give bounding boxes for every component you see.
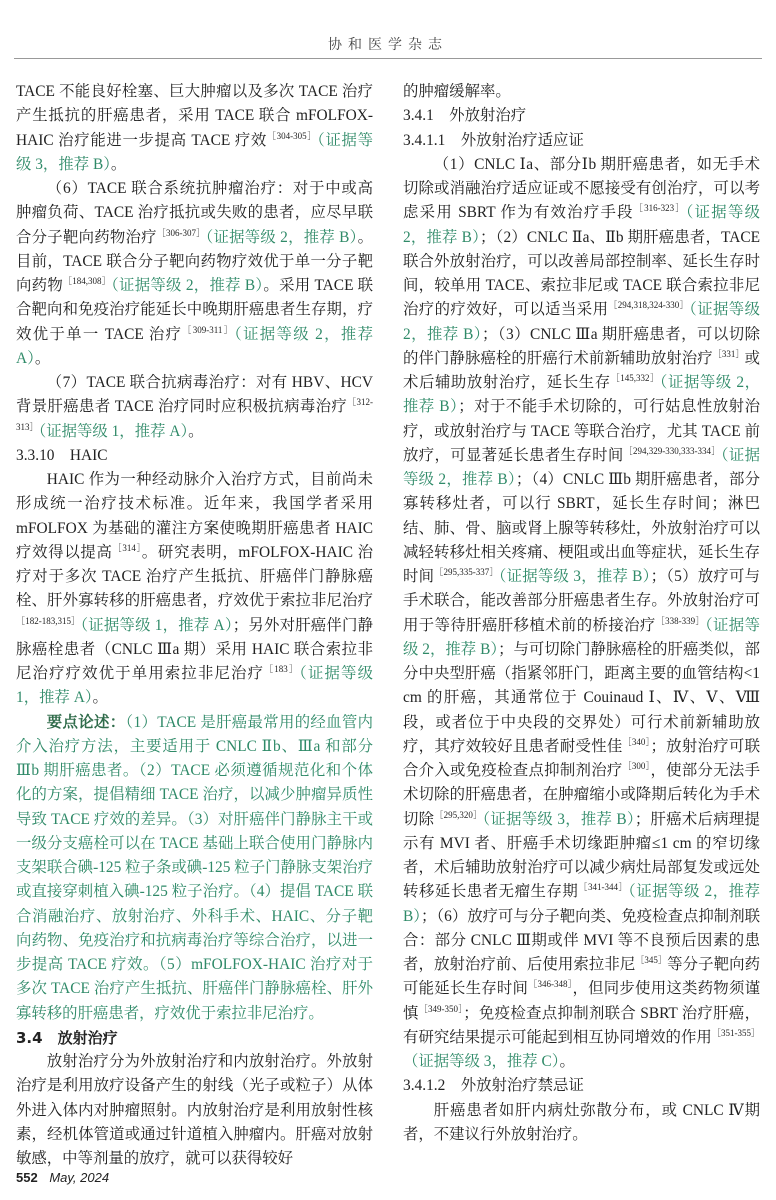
- paragraph: [16, 371, 373, 444]
- text-run: 。目前，TACE 联合分子靶向药物疗效优于单一分子靶向药物: [16, 228, 373, 294]
- text-run: 肝癌患者如肝内病灶弥散分布，或 CNLC Ⅳ期者，不建议行外放射治疗。: [403, 1101, 760, 1143]
- evidence-level-note: （证据等级 3，推荐 B）: [16, 131, 373, 173]
- evidence-level-note: （证据等级 3，推荐 B）: [498, 568, 651, 585]
- header-rule: [14, 58, 762, 59]
- text-run: ；肝癌术后病理提示有 MVI 者、肝癌手术切缘距肿瘤≤1 cm 的窄切缘者，术后辅助放射治疗可以减少病灶局部复发或远处转移延长患者无瘤生存期: [403, 810, 760, 901]
- text-run: 。: [559, 1053, 575, 1070]
- citation-superscript: ［294,318,324-330］: [608, 300, 690, 311]
- text-run: 等分子靶向药可能延长生存时间: [403, 956, 760, 998]
- citation-superscript: ［345］: [635, 955, 668, 965]
- text-run: 3.4.1.1 外放射治疗适应证: [403, 131, 584, 149]
- citation-superscript: ［184,308］: [63, 276, 112, 286]
- page-number: 552: [16, 1170, 38, 1185]
- text-run: （1）CNLC Ⅰa、部分Ⅰb 期肝癌患者，如无手术切除或消融治疗适应证或不愿接受有创治疗，可以考虑采用 SBRT 作为有效治疗手段: [403, 155, 760, 222]
- paragraph: [16, 177, 373, 371]
- text-run: ；（5）放疗可与手术联合，能改善部分肝癌患者生存。外放射治疗可用于等待肝癌肝移植术前的桥接治疗: [403, 568, 760, 634]
- evidence-level-note: （证据等级 2，推荐 B）: [403, 446, 760, 488]
- running-header-journal-title: 协和医学杂志: [328, 38, 448, 53]
- citation-superscript: ［145,332］: [610, 373, 660, 383]
- text-run: 。: [110, 155, 127, 173]
- citation-superscript: ［341-344］: [578, 882, 629, 893]
- section-heading: [16, 1026, 373, 1050]
- text-run: 3.4.1.2 外放射治疗禁忌证: [403, 1077, 584, 1095]
- paragraph: [16, 1050, 373, 1171]
- text-run: ；（4）CNLC Ⅲb 期肝癌患者，部分寡转移灶者，可以行 SBRT，延长生存时间；淋巴结、肺、骨、脑或肾上腺等转移灶，外放射治疗可以减轻转移灶相关疼痛、梗阻或出血等症状，延长生存时间: [403, 471, 760, 585]
- section-heading: [403, 104, 760, 128]
- text-run: ；（6）放疗可与分子靶向类、免疫检查点抑制剂联合：部分 CNLC Ⅲ期或伴 MVI 等不良预后因素的患者，放射治疗前、后使用索拉非尼: [403, 907, 760, 973]
- right-column: [403, 80, 760, 1147]
- citation-superscript: ［340］: [622, 736, 651, 747]
- evidence-level-note: （证据等级 1，推荐 A）: [16, 665, 373, 707]
- paragraph: [16, 468, 373, 711]
- citation-superscript: ［300］: [622, 761, 651, 771]
- evidence-level-note: （证据等级 2，推荐 B）: [403, 374, 760, 416]
- text-run: HAIC 作为一种经动脉介入治疗方式，目前尚未形成统一治疗技术标准。近年来，我国学者采用 mFOLFOX 为基础的灌注方案使晚期肝癌患者 HAIC 疗效得以提高: [16, 471, 373, 561]
- section-heading: [16, 444, 373, 468]
- citation-superscript: ［304-305］: [266, 130, 318, 141]
- evidence-level-note: （证据等级 2，推荐 B）: [403, 204, 761, 246]
- evidence-level-note: （证据等级 2，推荐 A）: [16, 325, 374, 367]
- text-run: 。: [188, 422, 204, 440]
- citation-superscript: ［306-307］: [156, 227, 206, 238]
- text-run: ，使部分无法手术切除的肝癌患者，在肿瘤缩小或降期后转化为手术切除: [403, 762, 760, 828]
- citation-superscript: ［314］: [112, 542, 142, 553]
- text-run: ；与可切除门静脉癌栓的肝癌类似，部分中央型肝癌（指紧邻肝门，距离主要的血管结构<1 cm 的肝癌，其通常位于 Couinaud Ⅰ、Ⅳ、Ⅴ、Ⅷ段，或者位于中央段的交界处）可行术前新辅助放疗，其疗效较好且患者耐受性佳: [403, 640, 760, 755]
- key-points-label: 要点论述：: [46, 713, 126, 731]
- evidence-level-note: （证据等级 2，推荐 B）: [403, 301, 760, 343]
- text-run: 或术后辅助放射治疗，延长生存: [403, 349, 760, 391]
- citation-superscript: ［309-311］: [182, 324, 235, 335]
- paragraph: [403, 1099, 760, 1148]
- citation-superscript: ［295,320］: [434, 809, 483, 820]
- text-run: ；（2）CNLC Ⅱa、Ⅱb 期肝癌患者，TACE 联合外放射治疗，可以改善局部控制率、延长生存时间，较单用 TACE、索拉非尼或 TACE 联合索拉非尼治疗的疗效好，可以适当采用: [403, 228, 761, 319]
- evidence-level-note: （证据等级 2，推荐 B）: [111, 277, 264, 294]
- text-run: 放射治疗分为外放射治疗和内放射治疗。外放射治疗是利用放疗设备产生的射线（光子或粒子）从体外进入体内对肿瘤照射。内放射治疗是利用放射性核素，经机体管道或通过针道植入肿瘤内。肝癌对放射敏感，中等剂量的放疗，就可以获得较好: [16, 1053, 373, 1167]
- evidence-level-note: （1）TACE 是肝癌最常用的经血管内介入治疗方法，主要适用于 CNLC Ⅱb、Ⅲa 和部分Ⅲb 期肝癌患者。（2）TACE 必须遵循规范化和个体化的方案，提倡精细 TACE 治疗，以减少肿瘤异质性导致 TACE 疗效的差异。（3）对肝癌伴门静脉主干或一级分支癌栓可以在 TACE 基础上联合使用门静脉内支架联合碘-125 粒子条或碘-125 粒子门静脉支架治疗或直接穿刺植入碘-125 粒子治疗。（4）提倡 TACE 联合消融治疗、放射治疗、外科手术、HAIC、分子靶向药物、免疫治疗和抗病毒治疗等综合治疗，以进一步提高 TACE 疗效。（5）mFOLFOX-HAIC 治疗对于多次 TACE 治疗产生抵抗、肝癌伴门静脉癌栓、肝外寡转移的肝癌患者，疗效优于索拉非尼治疗。: [16, 713, 373, 1022]
- text-run: 。: [92, 689, 108, 707]
- text-run: 的肿瘤缓解率。: [403, 83, 511, 100]
- citation-superscript: ［295,335-337］: [434, 567, 499, 577]
- evidence-level-note: （证据等级 2，推荐 B）: [403, 616, 760, 658]
- text-run: ；对于不能手术切除的，可行姑息性放射治疗，或放射治疗与 TACE 等联合治疗，尤其 TACE 前放疗，可显著延长患者生存时间: [403, 398, 760, 464]
- citation-superscript: ［183］: [264, 664, 300, 674]
- text-run: ；另外对肝癌伴门静脉癌栓患者（CNLC Ⅲa 期）采用 HAIC 联合索拉非尼治疗疗效优于单用索拉非尼治疗: [16, 616, 373, 682]
- text-run: 3.4.1 外放射治疗: [403, 107, 527, 125]
- citation-superscript: ［312-313］: [16, 397, 373, 432]
- citation-superscript: ［316-323］: [633, 203, 686, 214]
- text-run: 。研究表明，mFOLFOX-HAIC 治疗对于多次 TACE 治疗产生抵抗、肝癌伴门静脉癌栓、肝外寡转移的肝癌患者，疗效优于索拉非尼治疗: [16, 543, 373, 610]
- page-footer: [16, 1170, 109, 1185]
- text-run: （6）TACE 联合系统抗肿瘤治疗：对于中或高肿瘤负荷、TACE 治疗抵抗或失败的患者，应尽早联合分子靶向药物治疗: [16, 180, 373, 246]
- citation-superscript: ［294,329-330,333-334］: [623, 445, 721, 456]
- text-run: ；放射治疗可联合介入或免疫检查点抑制剂治疗: [403, 737, 760, 779]
- citation-superscript: ［331］: [712, 348, 745, 359]
- text-run: ，但同步使用这类药物须谨慎: [403, 980, 760, 1022]
- paragraph: [16, 80, 373, 177]
- citation-superscript: ［351-355］: [711, 1027, 760, 1038]
- text-run: （7）TACE 联合抗病毒治疗：对有 HBV、HCV 背景肝癌患者 TACE 治疗同时应积极抗病毒治疗: [16, 374, 373, 416]
- evidence-level-note: （证据等级 1，推荐 A）: [80, 616, 233, 634]
- text-run: TACE 不能良好栓塞、巨大肿瘤以及多次 TACE 治疗产生抵抗的肝癌患者，采用 TACE 联合 mFOLFOX-HAIC 治疗能进一步提高 TACE 疗效: [16, 83, 373, 149]
- citation-superscript: ［182-183,315］: [16, 615, 81, 626]
- text-run: ；（3）CNLC Ⅲa 期肝癌患者，可以切除的伴门静脉癌栓的肝癌行术前新辅助放射治疗: [403, 325, 760, 367]
- issue-date: May, 2024: [49, 1170, 110, 1185]
- citation-superscript: ［346-348］: [528, 979, 573, 990]
- text-run: 3.3.10 HAIC: [16, 446, 108, 464]
- evidence-level-note: （证据等级 2，推荐 B）: [205, 228, 358, 246]
- paragraph: [403, 80, 760, 104]
- citation-superscript: ［349-350］: [418, 1003, 464, 1014]
- paragraph: [16, 711, 373, 1026]
- evidence-level-note: （证据等级 3，推荐 B）: [482, 810, 635, 828]
- evidence-level-note: （证据等级 3，推荐 C）: [403, 1053, 560, 1070]
- paragraph: [403, 153, 760, 1075]
- section-heading: [403, 1074, 760, 1098]
- text-run: 3.4 放射治疗: [16, 1028, 118, 1047]
- evidence-level-note: （证据等级 1，推荐 A）: [38, 422, 189, 440]
- evidence-level-note: （证据等级 2，推荐 B）: [403, 883, 760, 925]
- citation-superscript: ［338-339］: [655, 615, 705, 626]
- text-run: 。采用 TACE 联合靶向和免疫治疗能延长中晚期肝癌患者生存期，疗效优于单一 TACE 治疗: [16, 277, 373, 343]
- section-heading: [403, 129, 760, 153]
- text-run: 。: [34, 349, 51, 367]
- left-column: [16, 80, 373, 1171]
- text-run: ；免疫检查点抑制剂联合 SBRT 治疗肝癌，有研究结果提示可能起到相互协同增效的作用: [403, 1004, 760, 1046]
